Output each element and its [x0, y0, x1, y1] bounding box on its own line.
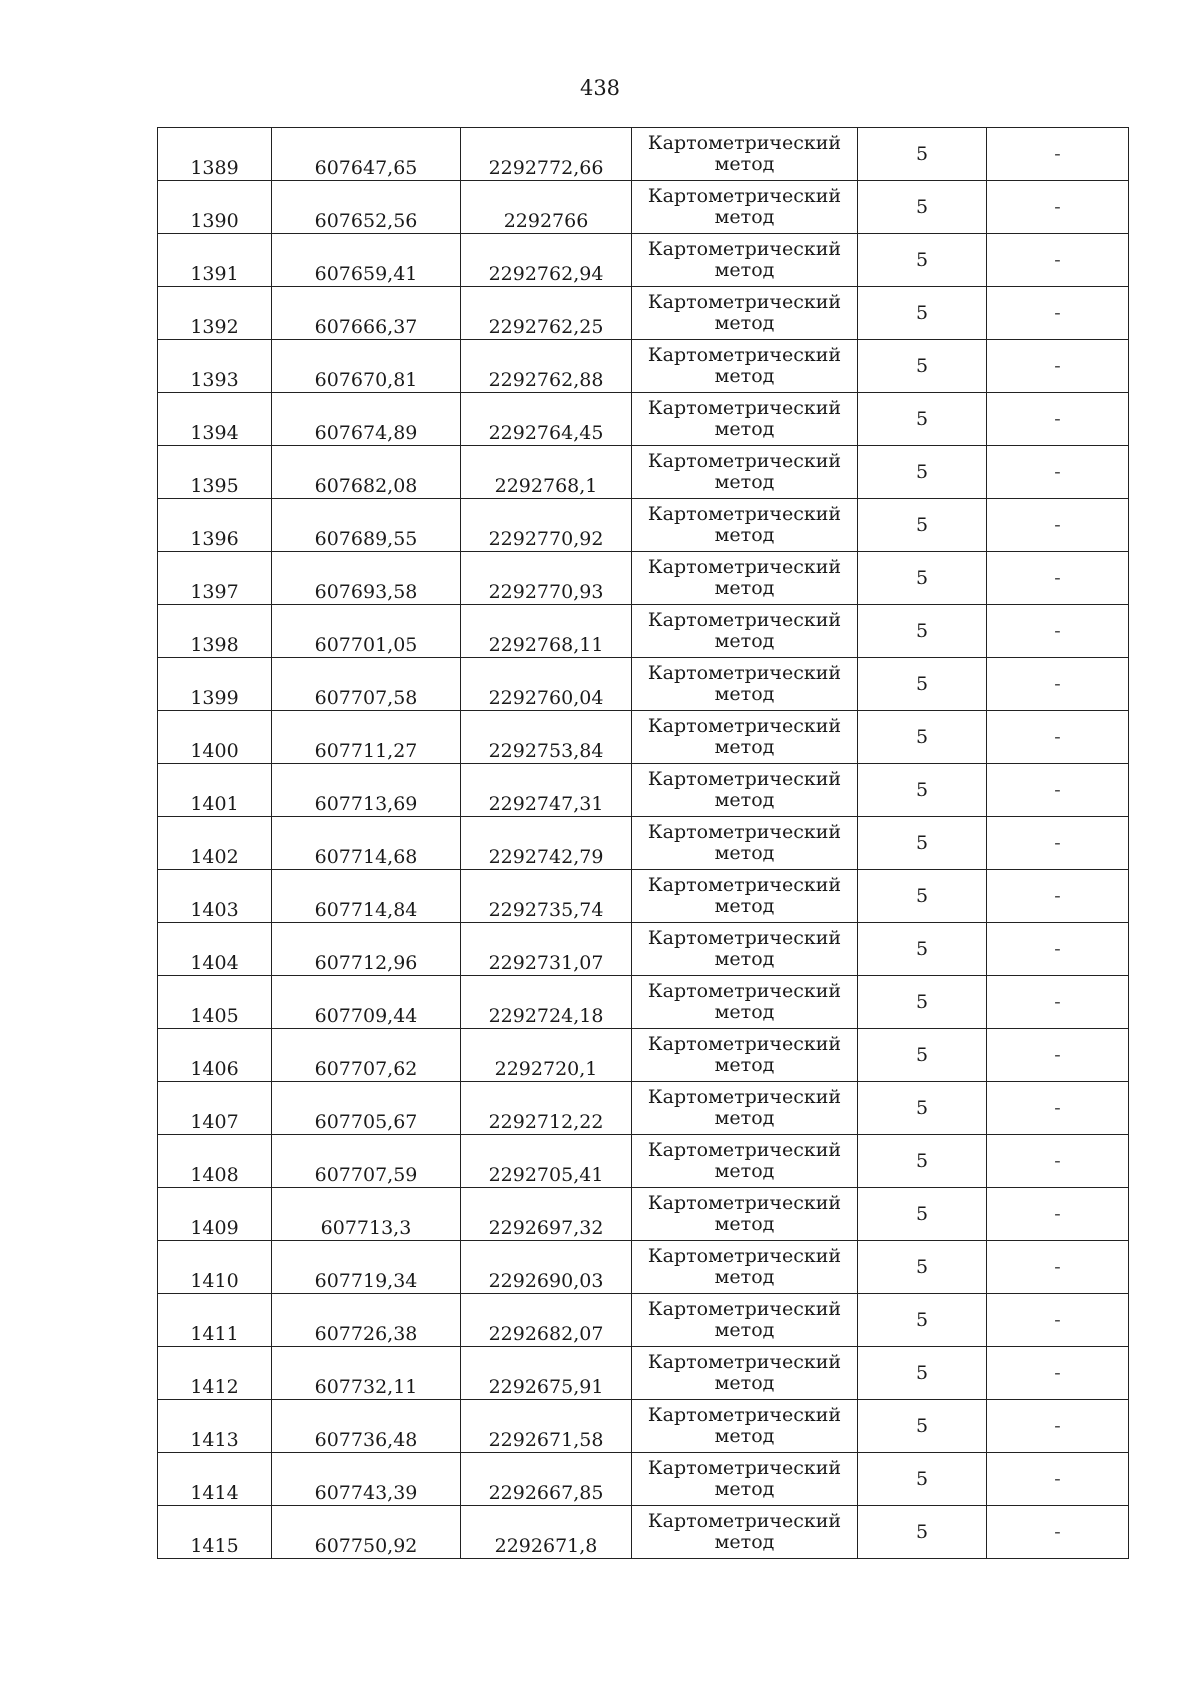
x-coordinate-cell: 607707,59	[272, 1135, 461, 1188]
y-coordinate-cell: 2292768,11	[461, 605, 632, 658]
y-coordinate-cell: 2292671,58	[461, 1400, 632, 1453]
method-cell: Картометрический метод	[632, 552, 858, 605]
y-coordinate-cell: 2292712,22	[461, 1082, 632, 1135]
x-coordinate-cell: 607709,44	[272, 976, 461, 1029]
point-number-cell: 1404	[158, 923, 272, 976]
table-row	[158, 870, 1129, 923]
point-number-cell: 1403	[158, 870, 272, 923]
accuracy-cell: 5	[858, 1347, 987, 1400]
x-coordinate-cell: 607743,39	[272, 1453, 461, 1506]
method-cell: Картометрический метод	[632, 1400, 858, 1453]
page-number: 438	[579, 76, 621, 100]
table-row	[158, 1453, 1129, 1506]
description-cell: -	[987, 1506, 1129, 1559]
method-cell: Картометрический метод	[632, 711, 858, 764]
table-row	[158, 1506, 1129, 1559]
y-coordinate-cell: 2292762,88	[461, 340, 632, 393]
y-coordinate-cell: 2292747,31	[461, 764, 632, 817]
x-coordinate-cell: 607666,37	[272, 287, 461, 340]
accuracy-cell: 5	[858, 446, 987, 499]
accuracy-cell: 5	[858, 605, 987, 658]
description-cell: -	[987, 1029, 1129, 1082]
accuracy-cell: 5	[858, 870, 987, 923]
accuracy-cell: 5	[858, 1082, 987, 1135]
accuracy-cell: 5	[858, 181, 987, 234]
table-row	[158, 976, 1129, 1029]
table-row	[158, 234, 1129, 287]
point-number-cell: 1407	[158, 1082, 272, 1135]
method-cell: Картометрический метод	[632, 605, 858, 658]
method-cell: Картометрический метод	[632, 764, 858, 817]
description-cell: -	[987, 870, 1129, 923]
point-number-cell: 1414	[158, 1453, 272, 1506]
y-coordinate-cell: 2292667,85	[461, 1453, 632, 1506]
x-coordinate-cell: 607659,41	[272, 234, 461, 287]
method-cell: Картометрический метод	[632, 976, 858, 1029]
accuracy-cell: 5	[858, 1135, 987, 1188]
accuracy-cell: 5	[858, 1029, 987, 1082]
point-number-cell: 1394	[158, 393, 272, 446]
method-cell: Картометрический метод	[632, 870, 858, 923]
point-number-cell: 1389	[158, 128, 272, 181]
description-cell: -	[987, 181, 1129, 234]
point-number-cell: 1393	[158, 340, 272, 393]
table-row	[158, 1029, 1129, 1082]
x-coordinate-cell: 607705,67	[272, 1082, 461, 1135]
method-cell: Картометрический метод	[632, 340, 858, 393]
accuracy-cell: 5	[858, 923, 987, 976]
description-cell: -	[987, 1400, 1129, 1453]
point-number-cell: 1399	[158, 658, 272, 711]
accuracy-cell: 5	[858, 552, 987, 605]
accuracy-cell: 5	[858, 764, 987, 817]
y-coordinate-cell: 2292697,32	[461, 1188, 632, 1241]
method-cell: Картометрический метод	[632, 128, 858, 181]
description-cell: -	[987, 711, 1129, 764]
point-number-cell: 1406	[158, 1029, 272, 1082]
x-coordinate-cell: 607652,56	[272, 181, 461, 234]
description-cell: -	[987, 1135, 1129, 1188]
x-coordinate-cell: 607670,81	[272, 340, 461, 393]
x-coordinate-cell: 607693,58	[272, 552, 461, 605]
description-cell: -	[987, 764, 1129, 817]
method-cell: Картометрический метод	[632, 1029, 858, 1082]
y-coordinate-cell: 2292682,07	[461, 1294, 632, 1347]
y-coordinate-cell: 2292762,25	[461, 287, 632, 340]
accuracy-cell: 5	[858, 976, 987, 1029]
accuracy-cell: 5	[858, 1188, 987, 1241]
x-coordinate-cell: 607712,96	[272, 923, 461, 976]
y-coordinate-cell: 2292675,91	[461, 1347, 632, 1400]
accuracy-cell: 5	[858, 393, 987, 446]
point-number-cell: 1413	[158, 1400, 272, 1453]
table-row	[158, 287, 1129, 340]
table-row	[158, 764, 1129, 817]
description-cell: -	[987, 340, 1129, 393]
x-coordinate-cell: 607707,62	[272, 1029, 461, 1082]
description-cell: -	[987, 1188, 1129, 1241]
accuracy-cell: 5	[858, 1241, 987, 1294]
accuracy-cell: 5	[858, 287, 987, 340]
method-cell: Картометрический метод	[632, 1294, 858, 1347]
description-cell: -	[987, 1082, 1129, 1135]
description-cell: -	[987, 1241, 1129, 1294]
point-number-cell: 1395	[158, 446, 272, 499]
table-row	[158, 1347, 1129, 1400]
method-cell: Картометрический метод	[632, 181, 858, 234]
point-number-cell: 1391	[158, 234, 272, 287]
table-row	[158, 923, 1129, 976]
accuracy-cell: 5	[858, 1294, 987, 1347]
coordinates-table-body	[158, 128, 1129, 1559]
method-cell: Картометрический метод	[632, 1347, 858, 1400]
accuracy-cell: 5	[858, 234, 987, 287]
accuracy-cell: 5	[858, 658, 987, 711]
point-number-cell: 1408	[158, 1135, 272, 1188]
description-cell: -	[987, 923, 1129, 976]
method-cell: Картометрический метод	[632, 817, 858, 870]
method-cell: Картометрический метод	[632, 923, 858, 976]
y-coordinate-cell: 2292770,92	[461, 499, 632, 552]
y-coordinate-cell: 2292735,74	[461, 870, 632, 923]
point-number-cell: 1400	[158, 711, 272, 764]
description-cell: -	[987, 287, 1129, 340]
point-number-cell: 1398	[158, 605, 272, 658]
description-cell: -	[987, 605, 1129, 658]
description-cell: -	[987, 499, 1129, 552]
method-cell: Картометрический метод	[632, 1188, 858, 1241]
x-coordinate-cell: 607732,11	[272, 1347, 461, 1400]
table-row	[158, 393, 1129, 446]
method-cell: Картометрический метод	[632, 287, 858, 340]
x-coordinate-cell: 607682,08	[272, 446, 461, 499]
point-number-cell: 1410	[158, 1241, 272, 1294]
table-row	[158, 1188, 1129, 1241]
table-row	[158, 1135, 1129, 1188]
x-coordinate-cell: 607750,92	[272, 1506, 461, 1559]
table-row	[158, 499, 1129, 552]
y-coordinate-cell: 2292772,66	[461, 128, 632, 181]
x-coordinate-cell: 607647,65	[272, 128, 461, 181]
y-coordinate-cell: 2292705,41	[461, 1135, 632, 1188]
point-number-cell: 1409	[158, 1188, 272, 1241]
table-row	[158, 1400, 1129, 1453]
point-number-cell: 1392	[158, 287, 272, 340]
point-number-cell: 1401	[158, 764, 272, 817]
table-row	[158, 1082, 1129, 1135]
x-coordinate-cell: 607713,3	[272, 1188, 461, 1241]
description-cell: -	[987, 1453, 1129, 1506]
point-number-cell: 1390	[158, 181, 272, 234]
y-coordinate-cell: 2292768,1	[461, 446, 632, 499]
table-row	[158, 181, 1129, 234]
method-cell: Картометрический метод	[632, 1241, 858, 1294]
point-number-cell: 1415	[158, 1506, 272, 1559]
table-row	[158, 658, 1129, 711]
x-coordinate-cell: 607714,84	[272, 870, 461, 923]
y-coordinate-cell: 2292770,93	[461, 552, 632, 605]
point-number-cell: 1402	[158, 817, 272, 870]
description-cell: -	[987, 393, 1129, 446]
method-cell: Картометрический метод	[632, 1135, 858, 1188]
y-coordinate-cell: 2292760,04	[461, 658, 632, 711]
accuracy-cell: 5	[858, 711, 987, 764]
point-number-cell: 1411	[158, 1294, 272, 1347]
x-coordinate-cell: 607711,27	[272, 711, 461, 764]
description-cell: -	[987, 446, 1129, 499]
y-coordinate-cell: 2292762,94	[461, 234, 632, 287]
x-coordinate-cell: 607714,68	[272, 817, 461, 870]
point-number-cell: 1397	[158, 552, 272, 605]
table-row	[158, 446, 1129, 499]
method-cell: Картометрический метод	[632, 234, 858, 287]
x-coordinate-cell: 607713,69	[272, 764, 461, 817]
accuracy-cell: 5	[858, 1506, 987, 1559]
y-coordinate-cell: 2292671,8	[461, 1506, 632, 1559]
y-coordinate-cell: 2292690,03	[461, 1241, 632, 1294]
description-cell: -	[987, 817, 1129, 870]
description-cell: -	[987, 658, 1129, 711]
accuracy-cell: 5	[858, 1400, 987, 1453]
point-number-cell: 1405	[158, 976, 272, 1029]
y-coordinate-cell: 2292766	[461, 181, 632, 234]
table-row	[158, 1241, 1129, 1294]
table-row	[158, 1294, 1129, 1347]
description-cell: -	[987, 1347, 1129, 1400]
table-row	[158, 552, 1129, 605]
description-cell: -	[987, 1294, 1129, 1347]
method-cell: Картометрический метод	[632, 1506, 858, 1559]
x-coordinate-cell: 607736,48	[272, 1400, 461, 1453]
y-coordinate-cell: 2292764,45	[461, 393, 632, 446]
method-cell: Картометрический метод	[632, 1082, 858, 1135]
y-coordinate-cell: 2292720,1	[461, 1029, 632, 1082]
x-coordinate-cell: 607726,38	[272, 1294, 461, 1347]
description-cell: -	[987, 552, 1129, 605]
x-coordinate-cell: 607701,05	[272, 605, 461, 658]
coordinates-table	[157, 127, 1129, 1559]
accuracy-cell: 5	[858, 499, 987, 552]
accuracy-cell: 5	[858, 340, 987, 393]
accuracy-cell: 5	[858, 1453, 987, 1506]
x-coordinate-cell: 607689,55	[272, 499, 461, 552]
description-cell: -	[987, 976, 1129, 1029]
method-cell: Картометрический метод	[632, 446, 858, 499]
x-coordinate-cell: 607707,58	[272, 658, 461, 711]
table-row	[158, 605, 1129, 658]
method-cell: Картометрический метод	[632, 499, 858, 552]
method-cell: Картометрический метод	[632, 1453, 858, 1506]
table-row	[158, 711, 1129, 764]
accuracy-cell: 5	[858, 128, 987, 181]
table-row	[158, 128, 1129, 181]
method-cell: Картометрический метод	[632, 658, 858, 711]
table-row	[158, 340, 1129, 393]
x-coordinate-cell: 607719,34	[272, 1241, 461, 1294]
method-cell: Картометрический метод	[632, 393, 858, 446]
y-coordinate-cell: 2292753,84	[461, 711, 632, 764]
point-number-cell: 1412	[158, 1347, 272, 1400]
description-cell: -	[987, 128, 1129, 181]
accuracy-cell: 5	[858, 817, 987, 870]
description-cell: -	[987, 234, 1129, 287]
y-coordinate-cell: 2292724,18	[461, 976, 632, 1029]
point-number-cell: 1396	[158, 499, 272, 552]
y-coordinate-cell: 2292742,79	[461, 817, 632, 870]
x-coordinate-cell: 607674,89	[272, 393, 461, 446]
table-row	[158, 817, 1129, 870]
y-coordinate-cell: 2292731,07	[461, 923, 632, 976]
